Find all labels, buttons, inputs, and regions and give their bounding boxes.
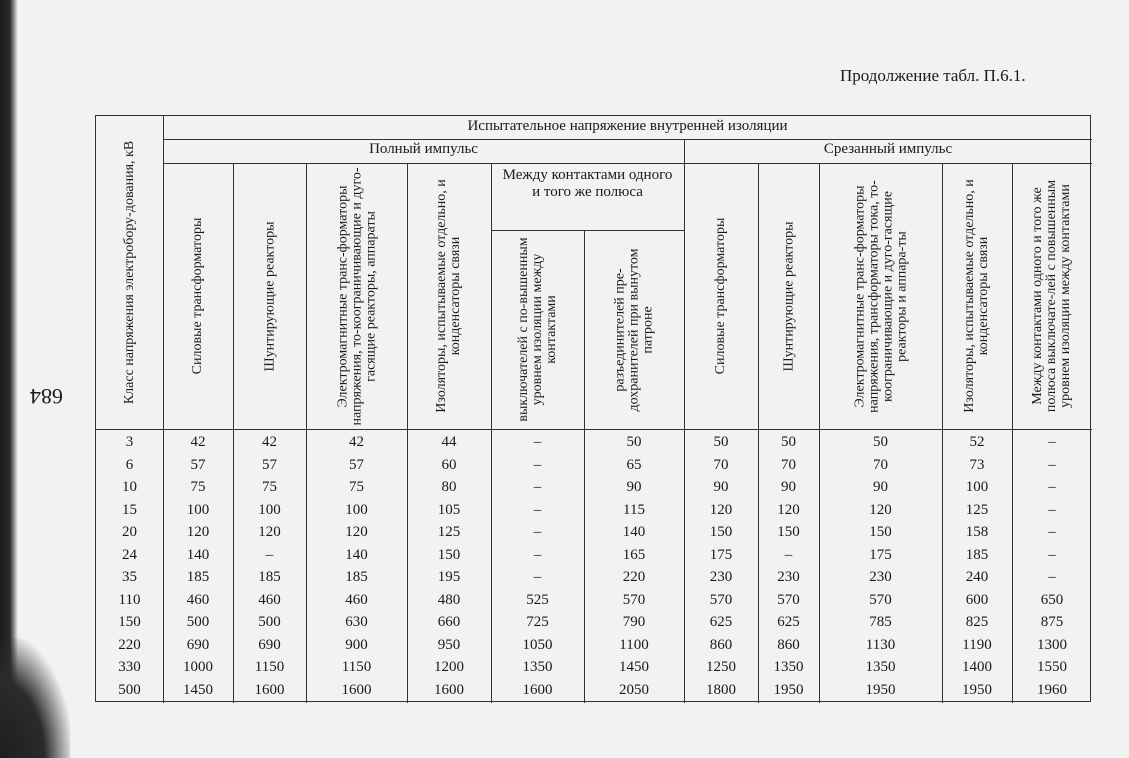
- table-cell: –: [784, 546, 793, 563]
- table-cell: 50: [781, 434, 796, 450]
- header-line-1: [163, 139, 1092, 140]
- table-cell: 1400: [962, 659, 992, 675]
- header-line-3: [491, 230, 684, 231]
- table-cell: 660: [437, 614, 461, 630]
- table-cell: 100: [345, 501, 368, 518]
- table-cell: 1350: [522, 659, 553, 675]
- header-top: Испытательное напряжение внутренней изоляции: [467, 118, 788, 134]
- table-cell: 115: [623, 501, 645, 518]
- table-cell: 185: [258, 569, 281, 585]
- table-cell: 630: [345, 614, 368, 630]
- table-cell: 60: [441, 456, 457, 473]
- table-cell: 120: [869, 501, 892, 518]
- table-cell: 230: [869, 569, 892, 585]
- table-cell: 900: [345, 636, 368, 653]
- table-cell: 230: [709, 569, 733, 585]
- table-cell: 790: [622, 614, 646, 630]
- table-cell: –: [533, 434, 542, 450]
- table-cell: –: [1048, 569, 1056, 585]
- table-cell: 2050: [619, 681, 649, 698]
- table-cell: 690: [258, 636, 281, 653]
- table-cell: 1450: [183, 681, 213, 698]
- table-cell: 73: [969, 456, 985, 473]
- table-cell: 185: [186, 569, 210, 585]
- table-cell: 1100: [619, 636, 649, 653]
- table-cell: –: [1048, 546, 1056, 563]
- table-cell: 140: [622, 524, 646, 540]
- table-cell: 140: [345, 546, 368, 563]
- table-cell: 24: [122, 546, 137, 563]
- table-cell: 10: [122, 479, 137, 495]
- table-cell: –: [1048, 479, 1056, 495]
- table-cell: 460: [345, 591, 368, 608]
- table-cell: 1050: [522, 636, 553, 653]
- table-cell: –: [265, 546, 274, 563]
- column-header: Силовые трансформаторы: [713, 217, 728, 375]
- table-cell: 1950: [865, 681, 896, 698]
- table-cell: 460: [258, 591, 281, 608]
- table-cell: 1960: [1037, 681, 1067, 698]
- table-cell: 1130: [865, 636, 896, 653]
- table-cell: 57: [349, 456, 364, 473]
- table-cell: –: [1048, 524, 1056, 540]
- table-cell: 785: [869, 614, 892, 630]
- table-cell: 1250: [706, 659, 736, 675]
- table-cell: 140: [186, 546, 210, 563]
- table-cell: 570: [709, 591, 733, 608]
- table-cell: 240: [965, 569, 989, 585]
- table-cell: 725: [526, 614, 549, 630]
- table-cell: 120: [709, 501, 733, 518]
- table-cell: 110: [118, 591, 141, 608]
- table-cell: 50: [713, 434, 729, 450]
- table-cell: 330: [118, 659, 141, 675]
- column-header: Шунтирующие реакторы: [261, 220, 277, 372]
- table-cell: 1450: [619, 659, 649, 675]
- table-cell: 90: [781, 479, 796, 495]
- column-header: Силовые трансформаторы: [190, 217, 205, 375]
- table-cell: 120: [258, 524, 281, 540]
- table-cell: 1150: [254, 659, 285, 675]
- table-cell: –: [533, 501, 542, 518]
- table-cell: 52: [969, 434, 985, 450]
- table-cell: 500: [118, 681, 141, 698]
- table-cell: 1600: [434, 681, 464, 698]
- table-cell: –: [533, 569, 542, 585]
- table-cell: 600: [965, 591, 989, 608]
- table-cell: 1350: [865, 659, 896, 675]
- column-header: Изоляторы, испытываемые отдельно, и конденсаторы связи: [962, 179, 991, 413]
- table-cell: 15: [122, 501, 137, 518]
- table-cell: 150: [777, 524, 800, 540]
- table-cell: 1950: [773, 681, 804, 698]
- table-cell: 120: [777, 501, 800, 518]
- table-cell: 57: [190, 456, 206, 473]
- table-caption: Продолжение табл. П.6.1.: [840, 66, 1026, 85]
- table-cell: 860: [777, 636, 800, 653]
- table-cell: 65: [626, 456, 642, 473]
- table-cell: –: [1048, 434, 1056, 450]
- table-cell: 650: [1040, 591, 1064, 608]
- page-number: 684: [30, 384, 63, 409]
- table-cell: 1350: [773, 659, 804, 675]
- table-cell: 1000: [183, 659, 213, 675]
- table-cell: 1600: [341, 681, 372, 698]
- header-cut-impulse: Срезанный импульс: [823, 141, 953, 157]
- table-cell: –: [533, 524, 542, 540]
- header-full-impulse: Полный импульс: [369, 141, 478, 157]
- table-cell: 860: [709, 636, 733, 653]
- table-cell: –: [533, 456, 542, 473]
- column-header: Электромагнитные транс-форматоры напряжения, то-коограничивающие и дуго-гасящие реакторы, аппараты: [334, 167, 378, 425]
- column-header: Класс напряжения электробору-дования, кВ: [121, 140, 137, 405]
- table-cell: 1550: [1037, 659, 1067, 675]
- table-cell: 150: [118, 614, 141, 630]
- table-cell: 100: [965, 479, 989, 495]
- table-cell: 220: [118, 636, 141, 653]
- table-cell: 570: [622, 591, 646, 608]
- table-cell: 1300: [1037, 636, 1067, 653]
- table-cell: 165: [622, 546, 646, 563]
- header-line-2: [163, 163, 1092, 164]
- table-cell: 570: [777, 591, 800, 608]
- table-cell: 150: [869, 524, 892, 540]
- table-cell: 1600: [254, 681, 285, 698]
- table-cell: 500: [258, 614, 281, 630]
- table-cell: 75: [262, 479, 277, 495]
- table-cell: 570: [869, 591, 892, 608]
- table-cell: 42: [190, 434, 206, 450]
- table-cell: –: [1048, 501, 1056, 518]
- table-cell: 185: [965, 546, 989, 563]
- table-cell: 100: [258, 501, 281, 518]
- table-cell: 220: [622, 569, 646, 585]
- table-cell: 75: [349, 479, 364, 495]
- table-cell: 875: [1040, 614, 1064, 630]
- table-cell: 1190: [962, 636, 992, 653]
- data-table: [95, 115, 1091, 702]
- table-cell: 75: [190, 479, 206, 495]
- table-cell: 90: [873, 479, 888, 495]
- column-header: выключателей с по-вышенным уровнем изоляции между контактами: [515, 237, 559, 422]
- column-header: Электромагнитные транс-форматоры напряжения, трансформаторы тока, то-коограничивающие и дуго-гасящие реакторы и аппара-ты: [851, 179, 909, 413]
- table-cell: 3: [125, 434, 134, 450]
- column-header: разъединителей пре-дохранителей при вынутом патроне: [612, 247, 655, 412]
- table-cell: 150: [709, 524, 733, 540]
- table-cell: 480: [437, 591, 461, 608]
- table-cell: 158: [965, 524, 989, 540]
- table-cell: 125: [437, 524, 461, 540]
- table-cell: 90: [626, 479, 642, 495]
- table-cell: 100: [186, 501, 210, 518]
- column-header: Шунтирующие реакторы: [780, 220, 796, 372]
- table-cell: 44: [441, 434, 457, 450]
- table-cell: 42: [349, 434, 364, 450]
- table-cell: 105: [437, 501, 461, 518]
- table-cell: 35: [122, 569, 137, 585]
- table-cell: 50: [873, 434, 888, 450]
- table-cell: 460: [186, 591, 210, 608]
- table-cell: 175: [869, 546, 892, 563]
- table-cell: 185: [345, 569, 368, 585]
- table-cell: 1150: [341, 659, 372, 675]
- table-cell: 150: [437, 546, 461, 563]
- table-cell: –: [533, 546, 542, 563]
- table-cell: 70: [873, 456, 888, 473]
- table-cell: 1800: [706, 681, 736, 698]
- column-header: Между контактами одного и того же полюса выключате-лей с повышенным уровнем изоляции между контактами: [1030, 179, 1073, 413]
- table-cell: 625: [709, 614, 733, 630]
- table-cell: 20: [122, 524, 137, 540]
- table-cell: –: [1048, 456, 1056, 473]
- table-cell: 1950: [962, 681, 992, 698]
- table-cell: 195: [437, 569, 461, 585]
- table-cell: 500: [186, 614, 210, 630]
- table-cell: 175: [709, 546, 733, 563]
- table-cell: 6: [125, 456, 134, 473]
- table-cell: 120: [186, 524, 210, 540]
- table-cell: 90: [713, 479, 729, 495]
- table-cell: 690: [186, 636, 210, 653]
- table-cell: 1200: [434, 659, 464, 675]
- table-cell: 825: [965, 614, 989, 630]
- table-cell: 230: [777, 569, 800, 585]
- table-cell: 70: [713, 456, 729, 473]
- table-cell: 125: [965, 501, 989, 518]
- binding-shadow-corner: [0, 638, 70, 758]
- table-cell: 525: [526, 591, 549, 608]
- column-header: Изоляторы, испытываемые отдельно, и конденсаторы связи: [434, 179, 463, 413]
- table-cell: 625: [777, 614, 800, 630]
- table-cell: 1600: [522, 681, 553, 698]
- header-contacts-group: Между контактами одного и того же полюса: [502, 167, 673, 200]
- table-cell: –: [533, 479, 542, 495]
- table-cell: 120: [345, 524, 368, 540]
- table-cell: 50: [626, 434, 642, 450]
- table-cell: 80: [441, 479, 457, 495]
- table-cell: 57: [262, 456, 277, 473]
- table-cell: 70: [781, 456, 796, 473]
- table-cell: 42: [262, 434, 277, 450]
- table-cell: 950: [437, 636, 461, 653]
